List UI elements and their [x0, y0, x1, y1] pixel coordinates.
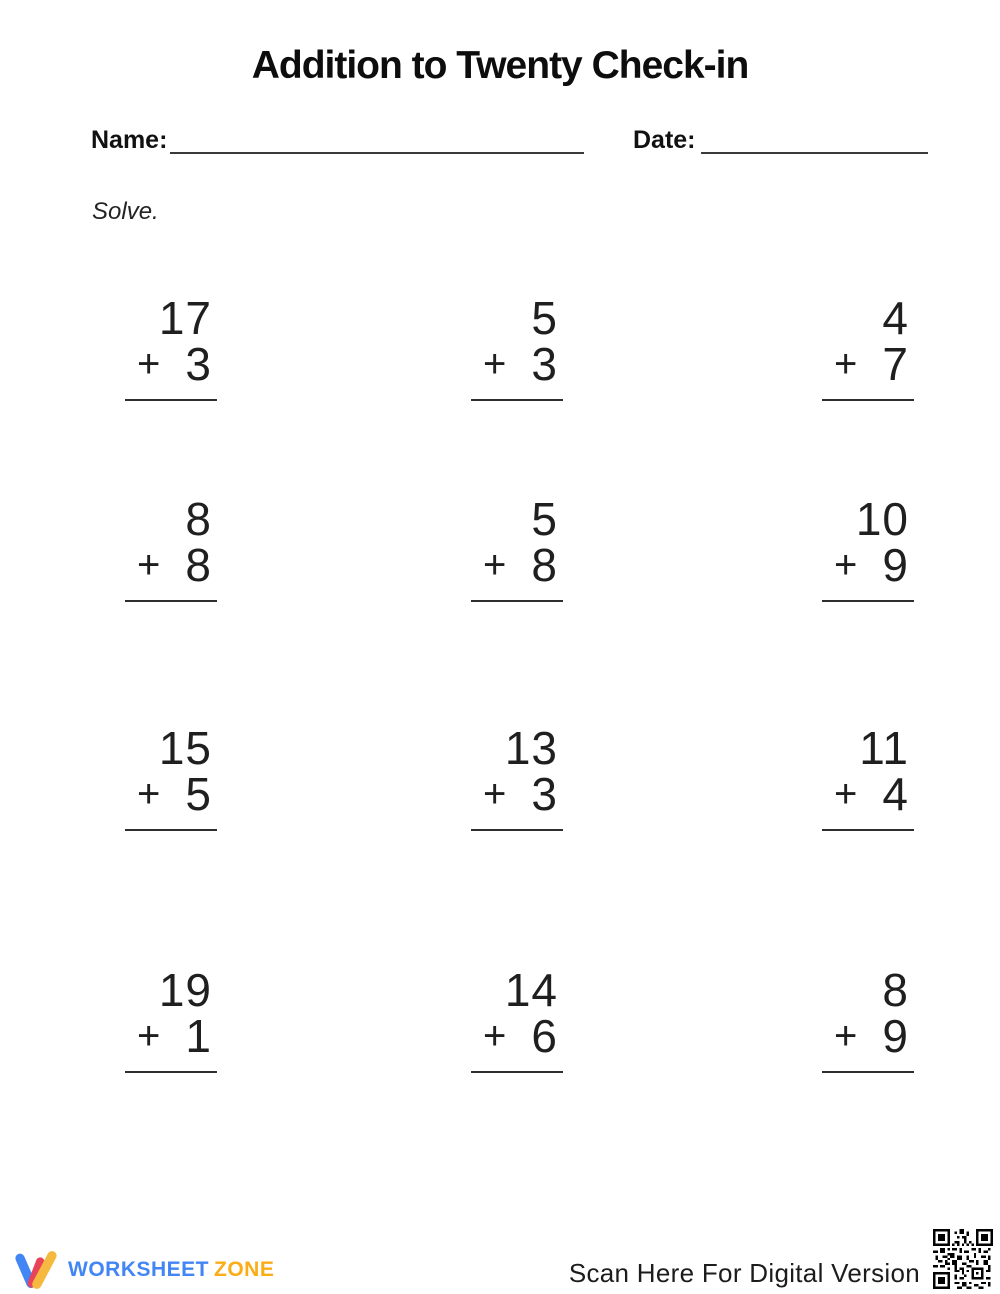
problem-addend: 3: [531, 338, 558, 390]
problem-top-number: 15: [158, 722, 212, 774]
problem-top-number: 8: [185, 493, 212, 545]
plus-operator: +: [483, 543, 508, 587]
problem-top-number: 5: [531, 493, 558, 545]
worksheetzone-logo: [12, 1249, 274, 1291]
answer-line: [822, 399, 914, 401]
addition-problem-1: [125, 292, 217, 401]
brand-word-zone: ZONE: [214, 1258, 275, 1281]
problem-top-number: 19: [158, 964, 212, 1016]
problem-addend: 1: [185, 1010, 212, 1062]
plus-operator: +: [834, 342, 859, 386]
answer-line: [822, 600, 914, 602]
plus-operator: +: [834, 772, 859, 816]
problem-top-number: 11: [859, 722, 909, 774]
problem-top-number: 5: [531, 292, 558, 344]
page-title: Addition to Twenty Check-in: [251, 44, 749, 87]
instruction-text: Solve.: [92, 198, 159, 225]
problem-addend: 8: [185, 539, 212, 591]
name-label: Name:: [91, 126, 168, 154]
plus-operator: +: [834, 1014, 859, 1058]
problem-top-number: 17: [158, 292, 212, 344]
problem-addend: 9: [882, 1010, 909, 1062]
answer-line: [125, 600, 217, 602]
answer-line: [471, 600, 563, 602]
answer-line: [471, 829, 563, 831]
plus-operator: +: [834, 543, 859, 587]
plus-operator: +: [137, 342, 162, 386]
addition-problem-12: [822, 964, 914, 1073]
scan-here-text: Scan Here For Digital Version: [568, 1258, 920, 1288]
answer-line: [125, 399, 217, 401]
plus-operator: +: [483, 772, 508, 816]
plus-operator: +: [137, 1014, 162, 1058]
plus-operator: +: [137, 543, 162, 587]
addition-problem-11: [471, 964, 563, 1073]
addition-problem-3: [822, 292, 914, 401]
qr-code-icon: [933, 1228, 993, 1290]
problem-addend: 3: [185, 338, 212, 390]
problem-addend: 9: [882, 539, 909, 591]
addition-problem-6: [822, 493, 914, 602]
problem-top-number: 14: [504, 964, 558, 1016]
addition-problem-10: [125, 964, 217, 1073]
answer-line: [471, 1071, 563, 1073]
addition-problem-7: [125, 722, 217, 831]
addition-problem-4: [125, 493, 217, 602]
answer-line: [125, 1071, 217, 1073]
brand-word-worksheet: WORKSHEET: [68, 1258, 209, 1281]
addition-problem-8: [471, 722, 563, 831]
addition-problem-2: [471, 292, 563, 401]
name-blank-line: [170, 152, 584, 154]
addition-problem-5: [471, 493, 563, 602]
date-blank-line: [701, 152, 928, 154]
problem-addend: 8: [531, 539, 558, 591]
plus-operator: +: [483, 342, 508, 386]
problem-top-number: 13: [504, 722, 558, 774]
problem-top-number: 8: [882, 964, 909, 1016]
answer-line: [471, 399, 563, 401]
plus-operator: +: [137, 772, 162, 816]
problem-addend: 4: [882, 768, 909, 820]
addition-problem-9: [822, 722, 914, 831]
answer-line: [822, 1071, 914, 1073]
problem-top-number: 10: [855, 493, 909, 545]
problem-addend: 6: [531, 1010, 558, 1062]
problem-top-number: 4: [882, 292, 909, 344]
problem-addend: 3: [531, 768, 558, 820]
problem-addend: 7: [882, 338, 909, 390]
plus-operator: +: [483, 1014, 508, 1058]
answer-line: [125, 829, 217, 831]
date-label: Date:: [633, 126, 696, 154]
answer-line: [822, 829, 914, 831]
worksheetzone-w-icon: [12, 1249, 60, 1291]
problem-addend: 5: [185, 768, 212, 820]
